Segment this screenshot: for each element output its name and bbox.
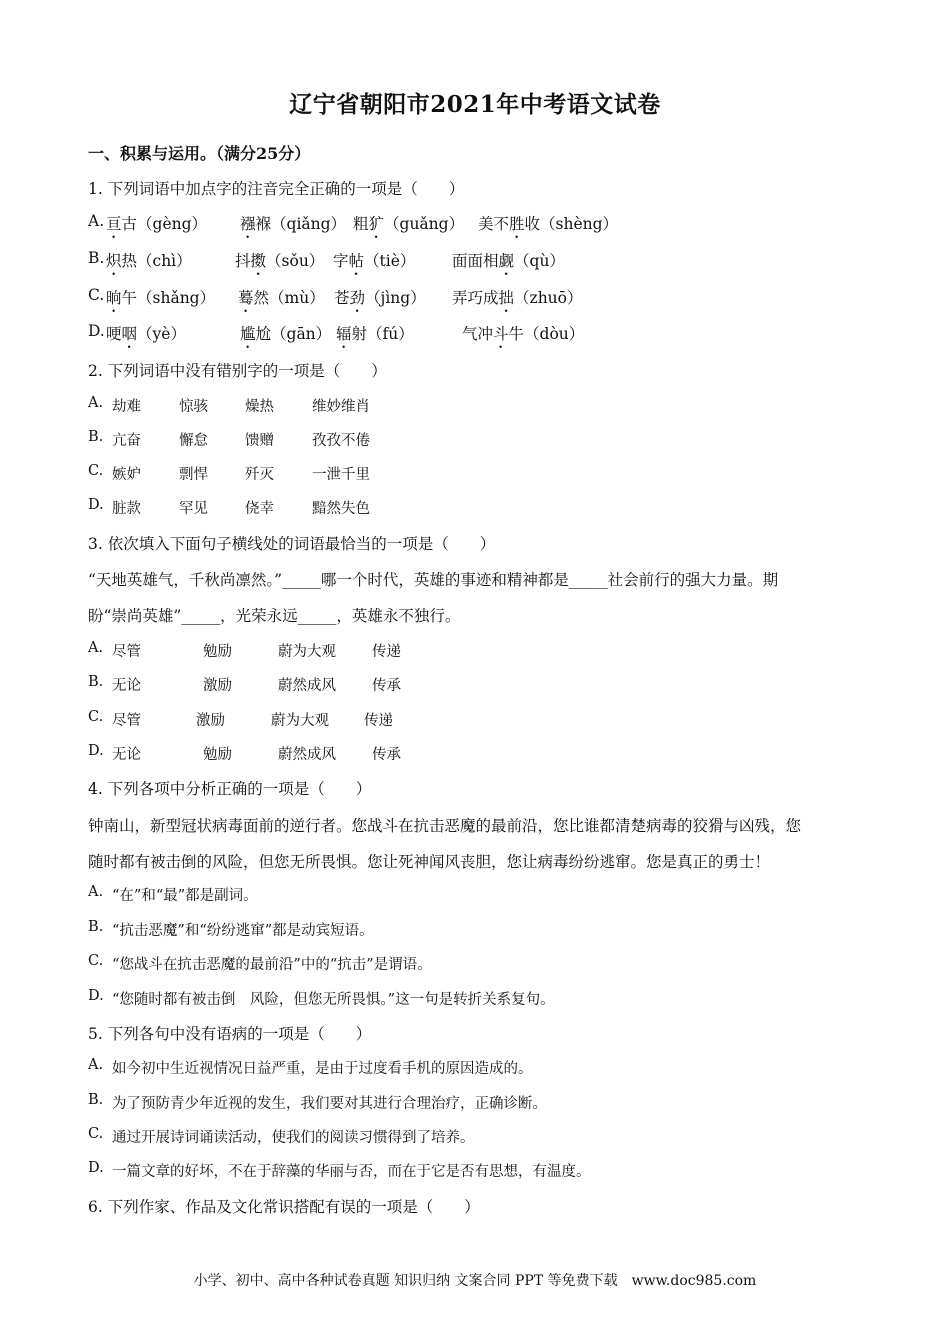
- question-4-passage-line-1: 钟南山，新型冠状病毒面前的逆行者。您战斗在抗击恶魔的最前沿，您比谁都清楚病毒的狡猾与凶残，您: [88, 817, 802, 835]
- question-1-option-c: C. 晌午（shǎng） 蓦然（mù） 苍劲（jìng） 弄巧成拙（zhuō）: [88, 286, 104, 304]
- question-2-option-d: D. 脏款 罕见 侥幸 黯然失色: [88, 497, 370, 517]
- question-3-passage-line-1: “天地英雄气，千秋尚凛然。”_____哪一个时代，英雄的事迹和精神都是_____社会前行的强大力量。期: [88, 571, 779, 589]
- question-5-option-c: C. 通过开展诗词诵读活动，使我们的阅读习惯得到了培养。: [88, 1126, 475, 1146]
- word: 晌午（shǎng）: [106, 289, 216, 307]
- question-6-stem: 6. 下列作家、作品及文化常识搭配有误的一项是（ ）: [88, 1198, 480, 1216]
- question-2-option-a: A. 劫难 惊骇 燥热 维妙维肖: [88, 395, 370, 415]
- question-1-option-d: D. 哽咽（yè） 尴尬（gān） 辐射（fú） 气冲斗牛（dòu）: [88, 322, 105, 340]
- word: 襁褓（qiǎng）: [240, 215, 347, 233]
- word: 弄巧成拙（zhuō）: [452, 289, 583, 307]
- word: 气冲斗牛（dòu）: [462, 325, 585, 343]
- word: 蓦然（mù）: [238, 289, 325, 307]
- word: 尴尬（gān）: [240, 325, 332, 343]
- question-1-option-b: B. 炽热（chì） 抖擞（sǒu） 字帖（tiè） 面面相觑（qù）: [88, 249, 104, 267]
- question-4-option-a: A. “在”和“最”都是副词。: [88, 884, 258, 904]
- question-1-option-a: A. 亘古（gèng） 襁褓（qiǎng） 粗犷（guǎng） 美不胜收（shèng）: [88, 212, 104, 230]
- word: 哽咽（yè）: [106, 325, 186, 343]
- section-heading: 一、积累与运用。（满分25分）: [88, 144, 311, 163]
- question-4-passage-line-2: 随时都有被击倒的风险，但您无所畏惧。您让死神闻风丧胆，您让病毒纷纷逃窜。您是真正的勇士！: [88, 853, 771, 871]
- question-3-option-c: C. 尽管 激励 蔚为大观 传递: [88, 709, 393, 729]
- question-3-option-d: D. 无论 勉励 蔚然成风 传承: [88, 743, 401, 763]
- question-5-option-a: A. 如今初中生近视情况日益严重，是由于过度看手机的原因造成的。: [88, 1057, 533, 1077]
- question-4-option-b: B. “抗击恶魔”和“纷纷逃窜”都是动宾短语。: [88, 919, 374, 939]
- word: 辐射（fú）: [336, 325, 414, 343]
- footer-text: 小学、初中、高中各种试卷真题 知识归纳 文案合同 PPT 等免费下载 www.doc985.com: [193, 1273, 757, 1289]
- question-2-option-b: B. 亢奋 懈怠 馈赠 孜孜不倦: [88, 429, 370, 449]
- question-4-stem: 4. 下列各项中分析正确的一项是（ ）: [88, 780, 372, 798]
- question-5-stem: 5. 下列各句中没有语病的一项是（ ）: [88, 1025, 372, 1043]
- question-3-passage-line-2: 盼“崇尚英雄”_____，光荣永远_____，英雄永不独行。: [88, 607, 461, 625]
- question-5-option-b: B. 为了预防青少年近视的发生，我们要对其进行合理治疗，正确诊断。: [88, 1092, 547, 1112]
- question-3-option-b: B. 无论 激励 蔚然成风 传承: [88, 674, 401, 694]
- question-5-option-d: D. 一篇文章的好坏，不在于辞藻的华丽与否，而在于它是否有思想，有温度。: [88, 1160, 591, 1180]
- page-title: 辽宁省朝阳市2021年中考语文试卷: [289, 91, 661, 118]
- question-2-option-c: C. 嫉妒 剽悍 歼灭 一泄千里: [88, 463, 370, 483]
- question-1-stem: 1. 下列词语中加点字的注音完全正确的一项是（ ）: [88, 180, 465, 198]
- word: 苍劲（jìng）: [334, 289, 426, 307]
- word: 粗犷（guǎng）: [353, 215, 465, 233]
- word: 炽热（chì）: [106, 252, 192, 270]
- question-4-option-c: C. “您战斗在抗击恶魔的最前沿”中的“抗击”是谓语。: [88, 953, 432, 973]
- question-3-stem: 3. 依次填入下面句子横线处的词语最恰当的一项是（ ）: [88, 535, 496, 553]
- question-4-option-d: D. “您随时都有被击倒 风险，但您无所畏惧。”这一句是转折关系复句。: [88, 988, 555, 1008]
- word: 亘古（gèng）: [106, 215, 208, 233]
- word: 抖擞（sǒu）: [235, 252, 325, 270]
- word: 面面相觑（qù）: [452, 252, 565, 270]
- word: 美不胜收（shèng）: [478, 215, 619, 233]
- question-3-option-a: A. 尽管 勉励 蔚为大观 传递: [88, 640, 401, 660]
- word: 字帖（tiè）: [333, 252, 416, 270]
- question-2-stem: 2. 下列词语中没有错别字的一项是（ ）: [88, 362, 387, 380]
